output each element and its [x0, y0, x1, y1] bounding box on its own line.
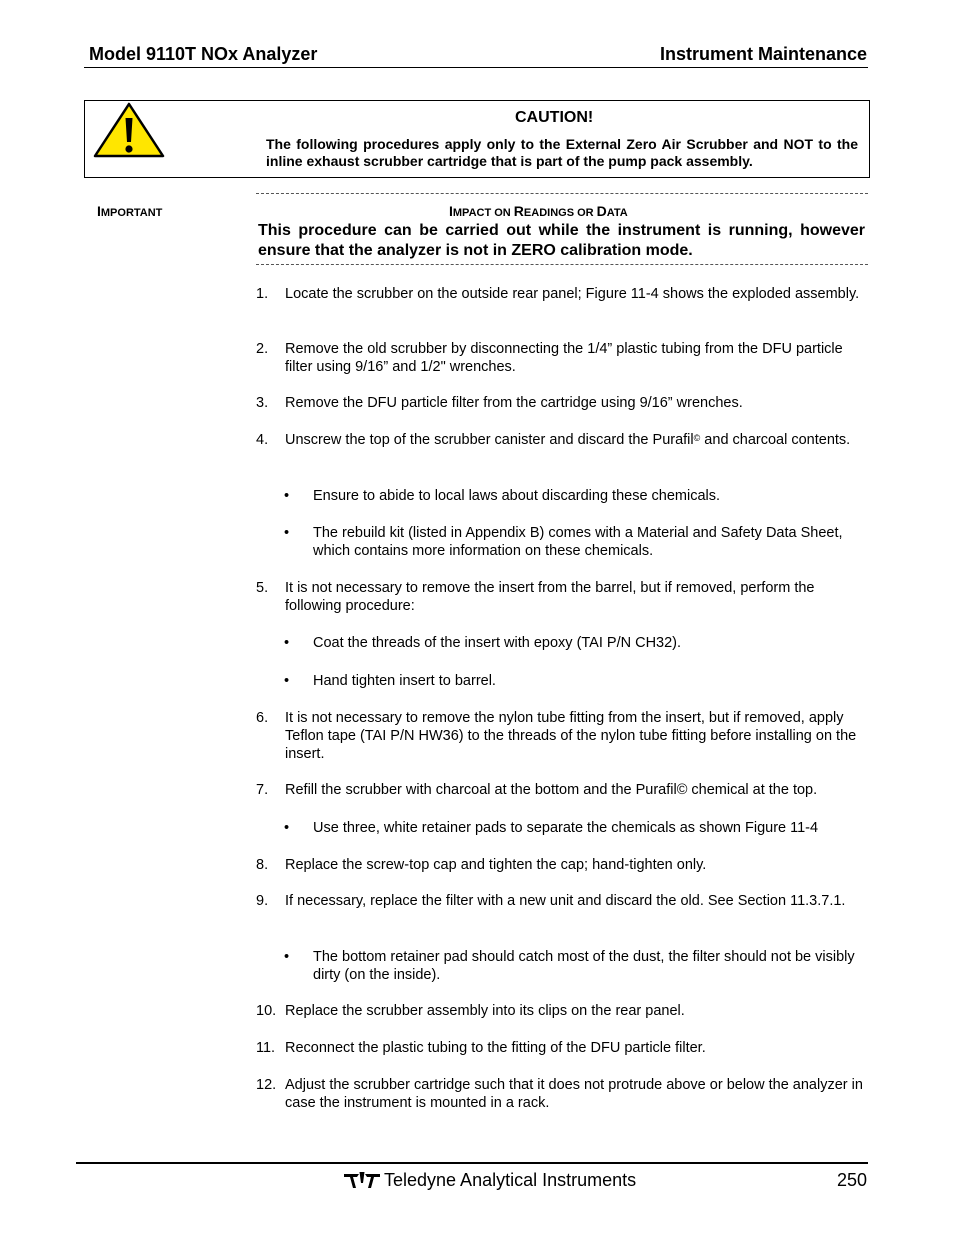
- bullet-item: • The rebuild kit (listed in Appendix B) comes with a Material and Safety Data Sheet, which contains more information on these chemicals.: [284, 525, 843, 559]
- bullet-item: • Ensure to abide to local laws about discarding these chemicals.: [284, 488, 721, 504]
- list-item: 5. It is not necessary to remove the insert from the barrel, but if removed, perform the following procedure:: [256, 580, 815, 614]
- footer-company: Teledyne Analytical Instruments: [384, 1170, 637, 1190]
- impact-title: IMPACT ON READINGS OR DATA: [449, 203, 628, 219]
- list-item: 6. It is not necessary to remove the nylon tube fitting from the insert, but if removed, apply Teflon tape (TAI P/N HW36) to the threads of the nylon tube fitting before installing on the insert.: [256, 710, 857, 762]
- list-item: 2. Remove the old scrubber by disconnecting the 1/4” plastic tubing from the DFU particle filter using 9/16” and 1/2" wrenches.: [256, 341, 843, 375]
- header-section: Instrument Maintenance: [659, 44, 867, 64]
- list-item: 9. If necessary, replace the filter with a new unit and discard the old. See Section 11.3.7.1.: [256, 893, 846, 909]
- warning-triangle-icon: [93, 102, 165, 158]
- dashed-divider-bottom: [256, 264, 868, 265]
- bullet-item: • The bottom retainer pad should catch most of the dust, the filter should not be visibly dirty (on the inside).: [284, 949, 855, 983]
- list-item: 12. Adjust the scrubber cartridge such that it does not protrude above or below the analyzer in case the instrument is mounted in a rack.: [256, 1077, 863, 1111]
- page-number: 250: [836, 1170, 867, 1190]
- important-text: This procedure can be carried out while the instrument is running, however ensure that the analyzer is not in ZERO calibration mode.: [258, 222, 865, 259]
- bullet-item: • Use three, white retainer pads to separate the chemicals as shown Figure 11-4: [284, 820, 819, 836]
- list-item: 4. Unscrew the top of the scrubber canister and discard the Purafil© and charcoal contents.: [256, 432, 851, 448]
- list-item: 1. Locate the scrubber on the outside rear panel; Figure 11-4 shows the exploded assembly.: [256, 286, 860, 302]
- list-item: 3. Remove the DFU particle filter from the cartridge using 9/16” wrenches.: [256, 395, 743, 411]
- bullet-item: • Hand tighten insert to barrel.: [284, 673, 496, 689]
- teledyne-logo-icon: [344, 1170, 380, 1190]
- bullet-item: • Coat the threads of the insert with epoxy (TAI P/N CH32).: [284, 635, 682, 651]
- list-item: 11. Reconnect the plastic tubing to the fitting of the DFU particle filter.: [256, 1040, 706, 1056]
- list-item: 10. Replace the scrubber assembly into its clips on the rear panel.: [256, 1003, 685, 1019]
- caution-text: The following procedures apply only to the External Zero Air Scrubber and NOT to the inline exhaust scrubber cartridge that is part of the pump pack assembly.: [266, 136, 858, 169]
- header-title: Model 9110T NOx Analyzer: [89, 44, 318, 64]
- list-item: 7. Refill the scrubber with charcoal at the bottom and the Purafil© chemical at the top.: [256, 782, 818, 798]
- footer-rule: [76, 1162, 868, 1164]
- list-item: 8. Replace the screw-top cap and tighten the cap; hand-tighten only.: [256, 857, 707, 873]
- header-rule: [84, 67, 868, 68]
- dashed-divider-top: [256, 193, 868, 194]
- important-label: IMPORTANT: [97, 203, 163, 219]
